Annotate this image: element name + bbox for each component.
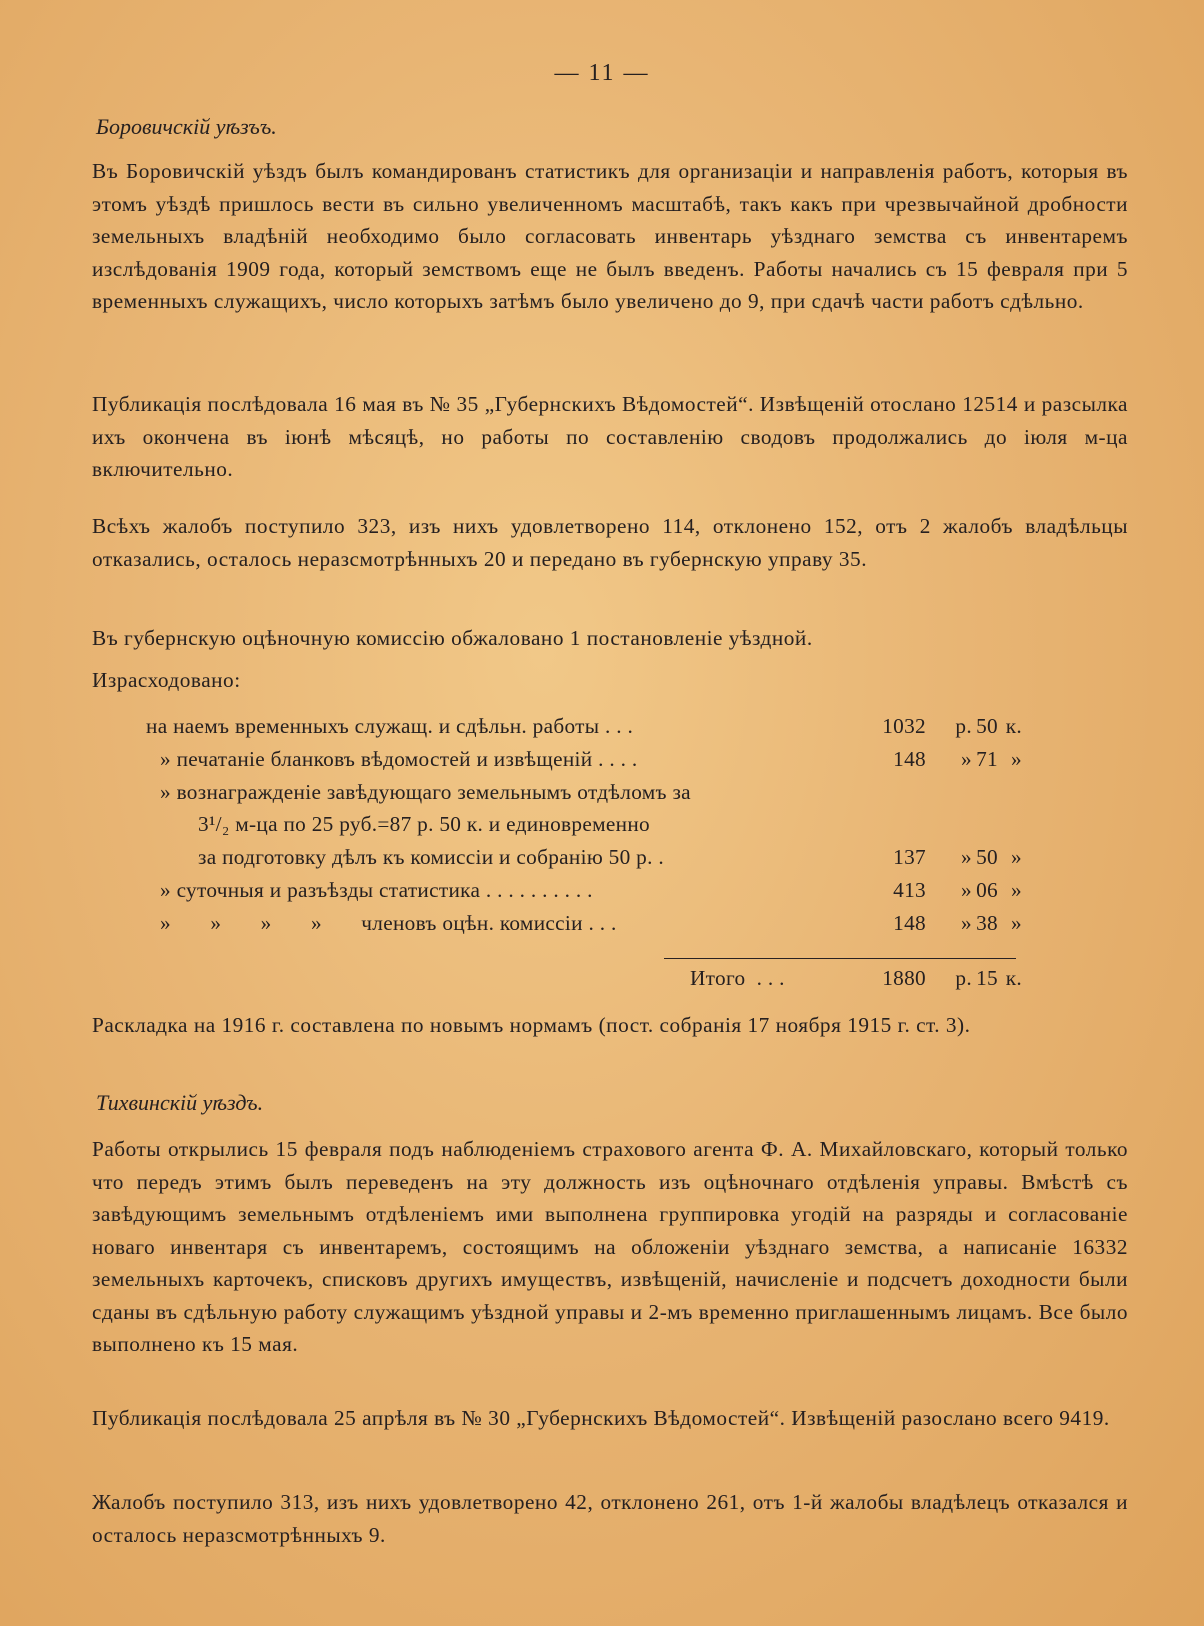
expense-row xyxy=(0,878,1204,910)
expense-currency: » xyxy=(961,747,972,771)
paragraph: Всѣхъ жалобъ поступило 323, изъ нихъ удовлетворено 114, отклонено 152, отъ 2 жалобъ владѣльцы отказались, осталось неразсмотрѣнныхъ 20 и передано въ губернскую управу 35. xyxy=(92,514,1128,571)
expense-kopecks: 50 xyxy=(976,845,998,869)
expense-row xyxy=(0,845,1204,877)
page-number: — 11 — xyxy=(554,60,650,86)
expense-label: на наемъ временныхъ служащ. и сдѣльн. работы . . . xyxy=(146,714,634,738)
expense-label: » печатаніе бланковъ вѣдомостей и извѣщеній . . . . xyxy=(160,747,638,771)
paragraph: Публикація послѣдовала 25 апрѣля въ № 30 „Губернскихъ Вѣдомостей“. Извѣщеній разослано всего 9419. xyxy=(92,1406,1110,1430)
expense-label: » суточныя и разъѣзды статистика . . . . . . . . . . xyxy=(160,878,593,902)
expense-kopecks: 50 xyxy=(976,714,998,738)
expense-currency: » xyxy=(961,878,972,902)
paragraph: Жалобъ поступило 313, изъ нихъ удовлетворено 42, отклонено 261, отъ 1-й жалобы владѣлецъ отказался и осталось неразсмотрѣнныхъ 9. xyxy=(92,1490,1128,1547)
expense-label: 3¹/₂ м-ца по 25 руб.=87 р. 50 к. и единовременно xyxy=(198,812,650,836)
total-row xyxy=(0,966,1204,998)
total-currency: р. xyxy=(955,966,972,990)
expense-kopecks: 06 xyxy=(976,878,998,902)
paragraph: Въ Боровичскій уѣздъ былъ командированъ статистикъ для организаціи и направленія работъ, которыя въ этомъ уѣздѣ пришлось вести въ сильно увеличенномъ масштабѣ, такъ какъ при чрезвычайной дробности земельныхъ владѣній необходимо было согласовать инвентарь уѣзднаго земства съ инвентаремъ изслѣдованія 1909 года, который земствомъ еще не былъ введенъ. Работы начались съ 15 февраля при 5 временныхъ служащихъ, число которыхъ затѣмъ было увеличено до 9, при сдачѣ части работъ сдѣльно. xyxy=(92,159,1128,313)
expense-kopecks: 38 xyxy=(976,911,998,935)
total-currency-kop: к. xyxy=(1005,966,1022,990)
total-kopecks: 15 xyxy=(976,966,998,990)
expense-currency-kop: к. xyxy=(1005,714,1022,738)
section-heading-tikhvin: Тихвинскій уѣздъ. xyxy=(96,1090,264,1115)
expense-label: » » » » членовъ оцѣн. комиссіи . . . xyxy=(160,911,617,935)
expense-currency-kop: » xyxy=(1011,878,1022,902)
paragraph: Раскладка на 1916 г. составлена по новымъ нормамъ (пост. собранія 17 ноября 1915 г. ст. 3). xyxy=(92,1013,971,1037)
expense-currency-kop: » xyxy=(1011,911,1022,935)
expense-amount: 148 xyxy=(893,911,926,935)
expense-currency: » xyxy=(961,911,972,935)
paragraph: Въ губернскую оцѣночную комиссію обжаловано 1 постановленіе уѣздной. xyxy=(92,626,813,650)
expense-label: за подготовку дѣлъ къ комиссіи и собранію 50 р. . xyxy=(198,845,664,869)
expense-amount: 148 xyxy=(893,747,926,771)
expense-currency-kop: » xyxy=(1011,845,1022,869)
expense-amount: 413 xyxy=(893,878,926,902)
expense-row xyxy=(0,747,1204,779)
expense-row xyxy=(0,780,1204,812)
section-heading-borovichi: Боровичскій уѣзъъ. xyxy=(96,114,277,139)
total-divider xyxy=(664,958,1016,959)
expenses-heading: Израсходовано: xyxy=(92,668,241,692)
expense-currency: » xyxy=(961,845,972,869)
expense-label: » вознагражденіе завѣдующаго земельнымъ отдѣломъ за xyxy=(160,780,691,804)
expense-row xyxy=(0,714,1204,746)
total-label: Итого . . . xyxy=(690,966,785,990)
expense-amount: 1032 xyxy=(882,714,926,738)
paragraph: Работы открылись 15 февраля подъ наблюденіемъ страхового агента Ф. А. Михайловскаго, который только что передъ этимъ былъ переведенъ на эту должность изъ оцѣночнаго отдѣленія управы. Вмѣстѣ съ завѣдующимъ земельнымъ отдѣленіемъ ими выполнена группировка угодій на разряды и согласованіе новаго инвентаря съ инвентаремъ, состоящимъ на обложеніи уѣзднаго земства, а написаніе 16332 земельныхъ карточекъ, списковъ другихъ имуществъ, извѣщеній, начисленіе и подсчетъ доходности были сданы въ сдѣльную работу служащимъ уѣздной управы и 2-мъ временно приглашеннымъ лицамъ. Все было выполнено къ 15 мая. xyxy=(92,1137,1128,1356)
paragraph: Публикація послѣдовала 16 мая въ № 35 „Губернскихъ Вѣдомостей“. Извѣщеній отослано 12514 и разсылка ихъ окончена въ іюнѣ мѣсяцѣ, но работы по составленію сводовъ продолжались до іюля м-ца включительно. xyxy=(92,392,1128,481)
expense-row xyxy=(0,911,1204,943)
expense-amount: 137 xyxy=(893,845,926,869)
total-amount: 1880 xyxy=(882,966,926,990)
expense-currency-kop: » xyxy=(1011,747,1022,771)
expense-currency: р. xyxy=(955,714,972,738)
expense-row xyxy=(0,812,1204,844)
expense-kopecks: 71 xyxy=(976,747,998,771)
